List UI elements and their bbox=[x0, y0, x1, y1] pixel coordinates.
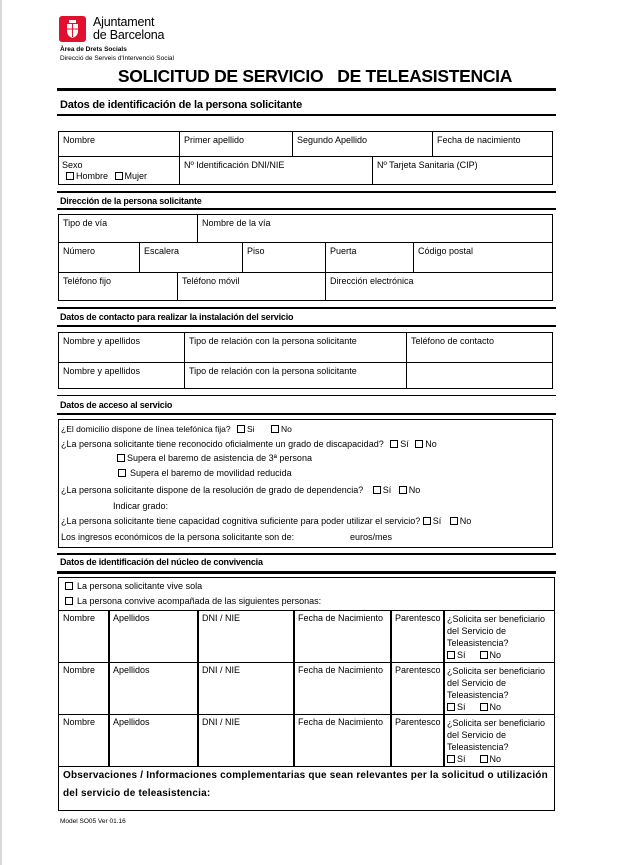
checkbox-cognitiva-no[interactable] bbox=[450, 517, 458, 525]
household-row3-fecha[interactable]: Fecha de Nacimiento bbox=[293, 714, 392, 767]
question-discapacidad: ¿La persona solicitante tiene reconocido oficialmente un grado de discapacidad? Sí No bbox=[61, 439, 437, 449]
checkbox-convive[interactable] bbox=[65, 597, 73, 605]
observaciones-line2: del servicio de teleasistencia: bbox=[63, 788, 211, 799]
contact-row1-relacion[interactable]: Tipo de relación con la persona solicitante bbox=[184, 332, 407, 363]
contact-row2-relacion[interactable]: Tipo de relación con la persona solicitante bbox=[184, 362, 407, 389]
org-name-line2: de Barcelona bbox=[93, 28, 165, 42]
household-row1-apellidos[interactable]: Apellidos bbox=[108, 610, 199, 663]
section-title-identification: Datos de identificación de la persona solicitante bbox=[60, 99, 303, 111]
contact-row1-telefono[interactable]: Teléfono de contacto bbox=[406, 332, 553, 363]
org-name-line1: Ajuntament bbox=[93, 15, 155, 29]
section-rule bbox=[57, 208, 556, 210]
field-cip[interactable]: Nº Tarjeta Sanitaria (CIP) bbox=[372, 156, 553, 185]
label-ingresos-unit: euros/mes bbox=[350, 532, 393, 542]
field-primer-apellido[interactable]: Primer apellido bbox=[179, 131, 293, 157]
field-segundo-apellido[interactable]: Segundo Apellido bbox=[292, 131, 433, 157]
field-piso[interactable]: Piso bbox=[242, 242, 326, 273]
checkbox-discapacidad-si[interactable] bbox=[390, 440, 398, 448]
household-row3-solicita: ¿Solicita ser beneficiario del Servicio de Teleasistencia? Sí No bbox=[443, 714, 555, 767]
checkbox-baremo-3a[interactable] bbox=[117, 454, 125, 462]
page-edge bbox=[0, 0, 2, 865]
model-version: Model SO05 Ver 01.16 bbox=[60, 818, 126, 825]
section-title-address: Dirección de la persona solicitante bbox=[60, 196, 202, 206]
section-rule bbox=[57, 191, 556, 193]
title-part2: DE TELEASISTENCIA bbox=[337, 66, 513, 86]
question-linea-fija: ¿El domicilio dispone de línea telefónica fija? Si No bbox=[61, 424, 292, 434]
field-numero[interactable]: Número bbox=[58, 242, 140, 273]
household-row2-dni[interactable]: DNI / NIE bbox=[197, 662, 295, 715]
option-baremo-3a: Supera el baremo de asistencia de 3ª persona bbox=[117, 453, 312, 464]
checkbox-mujer[interactable] bbox=[115, 172, 123, 180]
field-tipo-via[interactable]: Tipo de vía bbox=[58, 214, 198, 243]
option-vive-sola: La persona solicitante vive sola bbox=[65, 581, 202, 592]
household-row3-apellidos[interactable]: Apellidos bbox=[108, 714, 199, 767]
field-escalera[interactable]: Escalera bbox=[139, 242, 243, 273]
household-row1-solicita: ¿Solicita ser beneficiario del Servicio de Teleasistencia? Sí No bbox=[443, 610, 555, 663]
label-ingresos: Los ingresos económicos de la persona solicitante son de: bbox=[61, 532, 295, 542]
section-rule bbox=[57, 114, 556, 116]
checkbox-row2-no[interactable] bbox=[480, 703, 488, 711]
section-title-contact: Datos de contacto para realizar la instalación del servicio bbox=[60, 312, 294, 322]
household-row3-parentesco[interactable]: Parentesco bbox=[390, 714, 445, 767]
field-telefono-movil[interactable]: Teléfono móvil bbox=[177, 272, 326, 301]
contact-row2-telefono[interactable] bbox=[406, 362, 553, 389]
checkbox-hombre[interactable] bbox=[66, 172, 74, 180]
checkbox-linea-si[interactable] bbox=[237, 425, 245, 433]
option-convive: La persona convive acompañada de las siguientes personas: bbox=[65, 596, 321, 607]
checkbox-row2-si[interactable] bbox=[447, 703, 455, 711]
direction-name: Direcció de Serveis d'Intervenció Social bbox=[60, 55, 174, 62]
checkbox-baremo-movilidad[interactable] bbox=[118, 469, 126, 477]
household-row1-fecha[interactable]: Fecha de Nacimiento bbox=[293, 610, 392, 663]
question-cognitiva: ¿La persona solicitante tiene capacidad cognitiva suficiente para poder utilizar el servicio? Sí No bbox=[61, 516, 472, 526]
household-row2-solicita: ¿Solicita ser beneficiario del Servicio de Teleasistencia? Sí No bbox=[443, 662, 555, 715]
section-rule bbox=[57, 395, 556, 396]
household-row2-nombre[interactable]: Nombre bbox=[58, 662, 110, 715]
section-rule bbox=[57, 413, 556, 415]
household-row2-apellidos[interactable]: Apellidos bbox=[108, 662, 199, 715]
contact-row1-nombre[interactable]: Nombre y apellidos bbox=[58, 332, 185, 363]
household-row3-dni[interactable]: DNI / NIE bbox=[197, 714, 295, 767]
field-direccion-electronica[interactable]: Dirección electrónica bbox=[325, 272, 553, 301]
checkbox-linea-no[interactable] bbox=[271, 425, 279, 433]
section-rule bbox=[57, 307, 556, 309]
field-nombre[interactable]: Nombre bbox=[58, 131, 180, 157]
field-telefono-fijo[interactable]: Teléfono fijo bbox=[58, 272, 178, 301]
checkbox-cognitiva-si[interactable] bbox=[423, 517, 431, 525]
checkbox-discapacidad-no[interactable] bbox=[415, 440, 423, 448]
contact-row2-nombre[interactable]: Nombre y apellidos bbox=[58, 362, 185, 389]
checkbox-row1-no[interactable] bbox=[480, 651, 488, 659]
household-row3-nombre[interactable]: Nombre bbox=[58, 714, 110, 767]
option-baremo-movilidad: Supera el baremo de movilidad reducida bbox=[118, 468, 292, 479]
household-row1-nombre[interactable]: Nombre bbox=[58, 610, 110, 663]
section-rule bbox=[57, 571, 556, 574]
checkbox-dependencia-si[interactable] bbox=[373, 486, 381, 494]
household-row2-fecha[interactable]: Fecha de Nacimiento bbox=[293, 662, 392, 715]
observaciones-line1: Observaciones / Informaciones complementarias que sean relevantes per la solicitud o utilización bbox=[63, 770, 548, 781]
field-codigo-postal[interactable]: Código postal bbox=[413, 242, 553, 273]
title-part1: SOLICITUD DE SERVICIO bbox=[117, 66, 324, 86]
household-row2-parentesco[interactable]: Parentesco bbox=[390, 662, 445, 715]
label-indicar-grado: Indicar grado: bbox=[113, 501, 169, 511]
title-rule bbox=[57, 88, 556, 91]
field-sexo: Sexo Hombre Mujer bbox=[58, 156, 180, 185]
field-puerta[interactable]: Puerta bbox=[325, 242, 414, 273]
field-fecha-nacimiento[interactable]: Fecha de nacimiento bbox=[432, 131, 553, 157]
barcelona-coat-of-arms-icon bbox=[59, 16, 86, 42]
household-row1-dni[interactable]: DNI / NIE bbox=[197, 610, 295, 663]
checkbox-row3-no[interactable] bbox=[480, 755, 488, 763]
checkbox-dependencia-no[interactable] bbox=[399, 486, 407, 494]
section-rule bbox=[57, 553, 556, 555]
field-nombre-via[interactable]: Nombre de la vía bbox=[197, 214, 553, 243]
section-title-household: Datos de identificación del núcleo de convivencia bbox=[60, 557, 263, 567]
page-title bbox=[0, 66, 618, 87]
question-dependencia: ¿La persona solicitante dispone de la resolución de grado de dependencia? Sí No bbox=[61, 485, 421, 495]
checkbox-row3-si[interactable] bbox=[447, 755, 455, 763]
field-dni[interactable]: Nº Identificación DNI/NIE bbox=[179, 156, 373, 185]
label-mujer: Mujer bbox=[124, 171, 148, 181]
section-rule bbox=[57, 325, 556, 327]
section-title-access: Datos de acceso al servicio bbox=[60, 400, 173, 410]
label-hombre: Hombre bbox=[76, 171, 109, 181]
checkbox-vive-sola[interactable] bbox=[65, 582, 73, 590]
household-row1-parentesco[interactable]: Parentesco bbox=[390, 610, 445, 663]
area-name: Àrea de Drets Socials bbox=[60, 46, 127, 53]
checkbox-row1-si[interactable] bbox=[447, 651, 455, 659]
